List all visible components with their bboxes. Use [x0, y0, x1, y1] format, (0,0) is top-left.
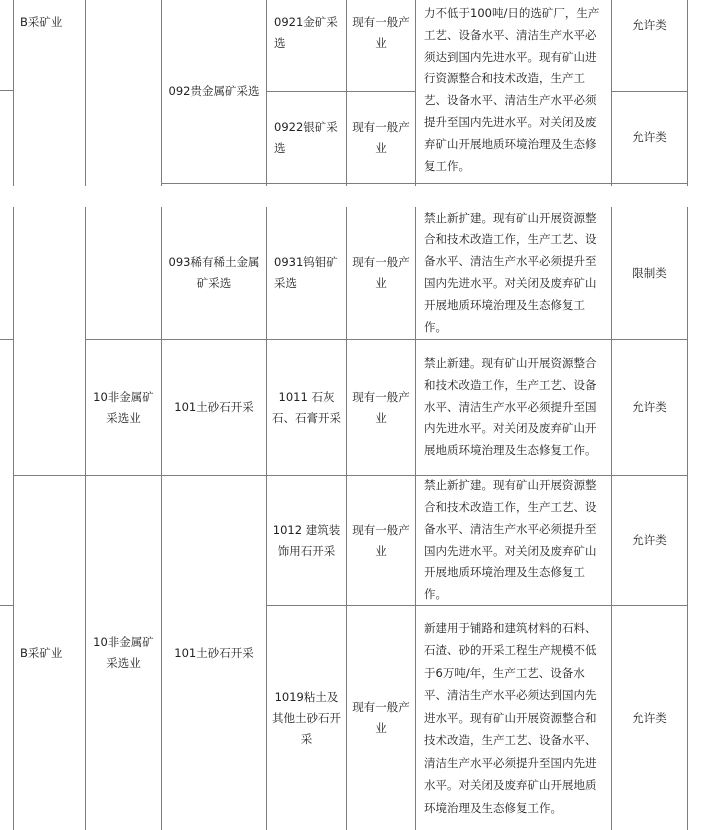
group-cell: [86, 476, 161, 830]
table-border: [0, 339, 14, 340]
industry-text: 现有一般产业: [352, 15, 410, 50]
policy-cell: [416, 3, 611, 183]
code-text: 1011 石灰石、石膏开采: [272, 389, 341, 425]
code-text: 0921金矿采选: [274, 15, 338, 50]
subcategory-text: 092贵金属矿采选: [168, 84, 260, 98]
class-text: 允许类: [632, 710, 667, 725]
industry-cell: [347, 0, 415, 66]
group-cell: [86, 340, 161, 475]
policy-cell: [416, 476, 611, 605]
policy-cell: [416, 606, 611, 830]
class-cell: [612, 0, 687, 50]
table-fragment-top: [0, 0, 688, 186]
industry-cell: [347, 207, 415, 339]
class-cell: [612, 606, 687, 830]
code-cell: [267, 476, 346, 605]
industry-text: 现有一般产业: [352, 255, 410, 290]
class-cell: [612, 92, 687, 183]
code-text: 1019粘土及其他土砂石开采: [272, 689, 341, 746]
class-text: 允许类: [632, 400, 667, 414]
subcategory-cell: [162, 340, 266, 475]
table-border: [161, 183, 688, 184]
category-text: B采矿业: [20, 645, 63, 660]
industry-text: 现有一般产业: [352, 700, 410, 735]
policy-text: 新建用于铺路和建筑材料的石料、石渣、砂的开采工程生产规模不低于6万吨/年，生产工艺、设备水平、清洁生产水平必须达到国内先进水平。现有矿山开展资源整合和技术改造，生产工艺、设备水平、清洁生产水平必须提升至国内先进水平。对关闭及废弃矿山开展地质环境治理及生态修复工作。: [424, 620, 597, 815]
subcategory-text: 093稀有稀土金属矿采选: [168, 255, 260, 290]
code-cell: [267, 92, 346, 183]
table-border: [85, 0, 86, 186]
code-text: 0931钨钼矿采选: [274, 255, 338, 290]
industry-cell: [347, 340, 415, 475]
policy-text: 力不低于100吨/日的选矿厂，生产工艺、设备水平、清洁生产水平必须达到国内先进水平。现有矿山进行资源整合和技术改造，生产工艺、设备水平、清洁生产水平必须提升至国内先进水平。对关闭及废弃矿山开展地质环境治理及生态修复工作。: [424, 6, 600, 173]
class-text: 允许类: [632, 533, 667, 547]
class-cell: [612, 476, 687, 605]
table-fragment-bottom: [0, 207, 688, 830]
table-border: [687, 207, 688, 830]
category-text: B采矿业: [20, 14, 63, 29]
group-text: 10非金属矿采选业: [93, 389, 154, 425]
table-border: [687, 0, 688, 186]
policy-cell: [416, 340, 611, 475]
class-text: 允许类: [632, 17, 667, 32]
class-cell: [612, 340, 687, 475]
class-cell: [612, 207, 687, 339]
industry-cell: [347, 606, 415, 830]
industry-text: 现有一般产业: [352, 522, 410, 558]
subcategory-cell: [162, 476, 266, 830]
code-cell: [267, 0, 346, 66]
table-border: [0, 90, 14, 91]
code-cell: [267, 207, 346, 339]
category-cell: [14, 8, 85, 36]
industry-cell: [347, 92, 415, 183]
policy-cell: [416, 207, 611, 339]
table-border: [0, 605, 14, 606]
policy-text: 禁止新建。现有矿山开展资源整合和技术改造工作，生产工艺、设备水平、清洁生产水平必须提升至国内先进水平。对关闭及废弃矿山开展地质环境治理及生态修复工作。: [424, 356, 597, 458]
class-text: 限制类: [632, 265, 667, 280]
industry-cell: [347, 476, 415, 605]
category-cell: [14, 476, 85, 830]
code-cell: [267, 340, 346, 475]
policy-text: 禁止新扩建。现有矿山开展资源整合和技术改造工作，生产工艺、设备水平、清洁生产水平必须提升至国内先进水平。对关闭及废弃矿山开展地质环境治理及生态修复工作。: [424, 478, 597, 602]
subcategory-cell: [162, 207, 266, 339]
code-cell: [267, 606, 346, 830]
code-text: 0922银矿采选: [274, 119, 338, 155]
subcategory-text: 101土砂石开采: [174, 400, 254, 414]
code-text: 1012 建筑装饰用石开采: [272, 522, 341, 558]
group-text: 10非金属矿采选业: [93, 635, 154, 670]
industry-text: 现有一般产业: [352, 119, 410, 155]
class-text: 允许类: [632, 130, 667, 144]
subcategory-cell: [162, 0, 266, 183]
subcategory-text: 101土砂石开采: [174, 645, 254, 660]
industry-text: 现有一般产业: [352, 389, 410, 425]
policy-text: 禁止新扩建。现有矿山开展资源整合和技术改造工作，生产工艺、设备水平、清洁生产水平必须提升至国内先进水平。对关闭及废弃矿山开展地质环境治理及生态修复工作。: [424, 210, 597, 334]
